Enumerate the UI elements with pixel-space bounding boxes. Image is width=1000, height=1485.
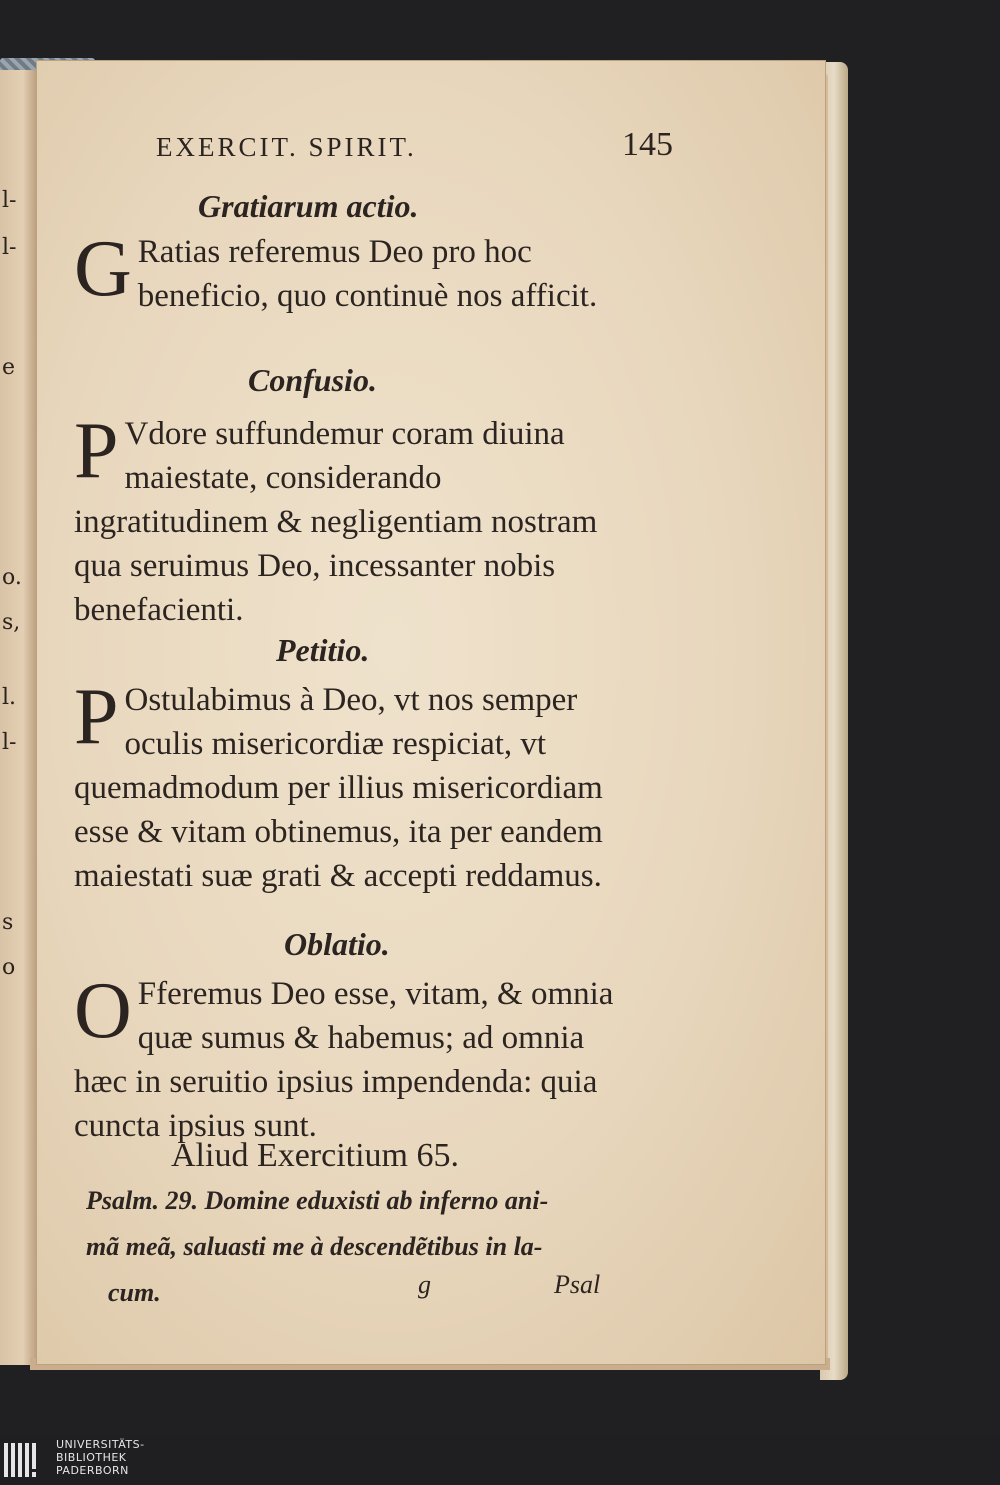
dropcap: P bbox=[74, 407, 119, 495]
dropcap: P bbox=[74, 673, 119, 761]
paragraph-text: Fferemus Deo esse, vitam, & omnia quæ sumus & habemus; ad omnia hæc in seruitio ipsius impendenda: quia cuncta ipsius sunt. bbox=[74, 976, 614, 1144]
paragraph-oblatio bbox=[74, 967, 634, 1148]
heading-petitio: Petitio. bbox=[276, 632, 370, 668]
page-number: 145 bbox=[622, 126, 673, 163]
page-content bbox=[36, 60, 756, 1360]
heading-gratiarum: Gratiarum actio. bbox=[198, 188, 419, 224]
margin-fragment: s bbox=[2, 910, 14, 935]
exercise-title: Aliud Exercitium 65. bbox=[171, 1137, 460, 1174]
margin-fragment: o. bbox=[2, 565, 22, 590]
catchword: Psal bbox=[554, 1270, 601, 1299]
margin-fragment: e bbox=[2, 355, 16, 380]
margin-fragment: o bbox=[2, 955, 16, 980]
running-head: EXERCIT. SPIRIT. bbox=[156, 132, 417, 162]
margin-fragment: l- bbox=[2, 235, 17, 260]
margin-fragment: l- bbox=[2, 188, 17, 213]
paragraph-confusio bbox=[74, 407, 634, 632]
paragraph-text: Ratias referemus Deo pro hoc beneficio, quo continuè nos afficit. bbox=[137, 234, 598, 314]
previous-page-sliver bbox=[0, 70, 38, 1365]
library-footer bbox=[0, 1435, 1000, 1485]
paragraph-petitio bbox=[74, 673, 634, 898]
paragraph-text: Ostulabimus à Deo, vt nos semper oculis misericordiæ respiciat, vt quemadmodum per illius misericordiam esse & vitam obtinemus, ita per eandem maiestati suæ grati & accepti reddamus. bbox=[74, 682, 603, 894]
library-name-line: PADERBORN bbox=[56, 1464, 129, 1477]
library-name-line: UNIVERSITÄTS- bbox=[56, 1438, 145, 1451]
heading-confusio: Confusio. bbox=[248, 362, 377, 398]
margin-fragment: l. bbox=[2, 685, 17, 710]
psalm-line: mã meã, saluasti me à descendẽtibus in la- bbox=[86, 1232, 543, 1261]
paragraph-text: Vdore suffundemur coram diuina maiestate, considerando ingratitudinem & negligentiam nostram qua seruimus Deo, incessanter nobis benefacienti. bbox=[74, 416, 598, 628]
psalm-line: Psalm. 29. Domine eduxisti ab inferno ani- bbox=[86, 1186, 549, 1215]
heading-oblatio: Oblatio. bbox=[284, 926, 390, 962]
paragraph-gratiarum bbox=[74, 225, 634, 318]
psalm-line: cum. bbox=[108, 1278, 161, 1307]
margin-fragment: s, bbox=[2, 610, 21, 635]
margin-fragment: l- bbox=[2, 730, 17, 755]
library-logo-icon bbox=[4, 1439, 46, 1481]
library-name bbox=[56, 1438, 145, 1477]
library-name-line: BIBLIOTHEK bbox=[56, 1451, 127, 1464]
dropcap: G bbox=[74, 225, 132, 313]
signature-mark: g bbox=[418, 1270, 431, 1299]
dropcap: O bbox=[74, 967, 132, 1055]
